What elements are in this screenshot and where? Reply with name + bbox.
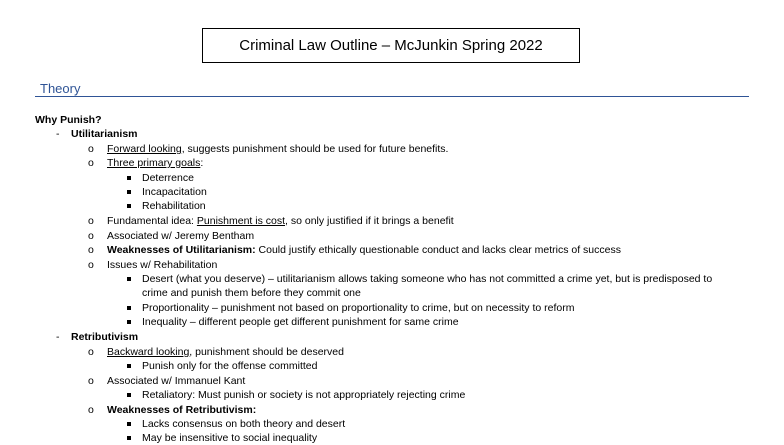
list-item: Weaknesses of Utilitarianism: Could justify ethically questionable conduct and lacks clear metrics of success <box>107 244 621 256</box>
list-item: Backward looking, punishment should be deserved <box>107 346 344 358</box>
circle-bullet: o <box>88 244 94 256</box>
section-divider <box>35 96 749 97</box>
circle-bullet: o <box>88 157 94 169</box>
square-bullet <box>127 436 131 440</box>
list-item: May be insensitive to social inequality <box>142 432 318 444</box>
question-heading: Why Punish? <box>35 114 102 126</box>
circle-bullet: o <box>88 346 94 358</box>
square-bullet <box>127 320 131 324</box>
square-bullet <box>127 176 131 180</box>
list-item: Three primary goals: <box>107 157 204 169</box>
circle-bullet: o <box>88 215 94 227</box>
list-item: Issues w/ Rehabilitation <box>107 259 218 271</box>
list-item: Associated w/ Immanuel Kant <box>107 375 246 387</box>
dash-bullet: - <box>56 128 60 140</box>
square-bullet <box>127 422 131 426</box>
list-item: Forward looking, suggests punishment should be used for future benefits. <box>107 143 449 155</box>
square-bullet <box>127 277 131 281</box>
dash-bullet: - <box>56 331 60 343</box>
list-item: Punish only for the offense committed <box>142 360 318 372</box>
list-item: Deterrence <box>142 172 194 184</box>
list-item: Proportionality – punishment not based on proportionality to crime, but on necessity to reform <box>142 302 575 314</box>
circle-bullet: o <box>88 404 94 416</box>
square-bullet <box>127 364 131 368</box>
list-item-continuation: crime and punish them before they commit one <box>142 287 361 299</box>
list-item: Lacks consensus on both theory and desert <box>142 418 346 430</box>
retributivism-heading: Retributivism <box>71 331 139 343</box>
section-heading: Theory <box>40 81 81 96</box>
list-item: Fundamental idea: Punishment is cost, so only justified if it brings a benefit <box>107 215 454 227</box>
document-title: Criminal Law Outline – McJunkin Spring 2022 <box>239 37 543 54</box>
list-item: Associated w/ Jeremy Bentham <box>107 230 255 242</box>
list-item: Retaliatory: Must punish or society is not appropriately rejecting crime <box>142 389 466 401</box>
utilitarianism-heading: Utilitarianism <box>71 128 138 140</box>
document-title-box <box>202 28 580 63</box>
list-item: Desert (what you deserve) – utilitarianism allows taking someone who has not committed a crime yet, but is predisposed to <box>142 273 713 285</box>
list-item: Rehabilitation <box>142 200 206 212</box>
square-bullet <box>127 204 131 208</box>
list-item: Inequality – different people get different punishment for same crime <box>142 316 459 328</box>
circle-bullet: o <box>88 143 94 155</box>
square-bullet <box>127 393 131 397</box>
list-item: Incapacitation <box>142 186 207 198</box>
circle-bullet: o <box>88 259 94 271</box>
circle-bullet: o <box>88 230 94 242</box>
square-bullet <box>127 306 131 310</box>
square-bullet <box>127 190 131 194</box>
circle-bullet: o <box>88 375 94 387</box>
list-item: Weaknesses of Retributivism: <box>107 404 257 416</box>
